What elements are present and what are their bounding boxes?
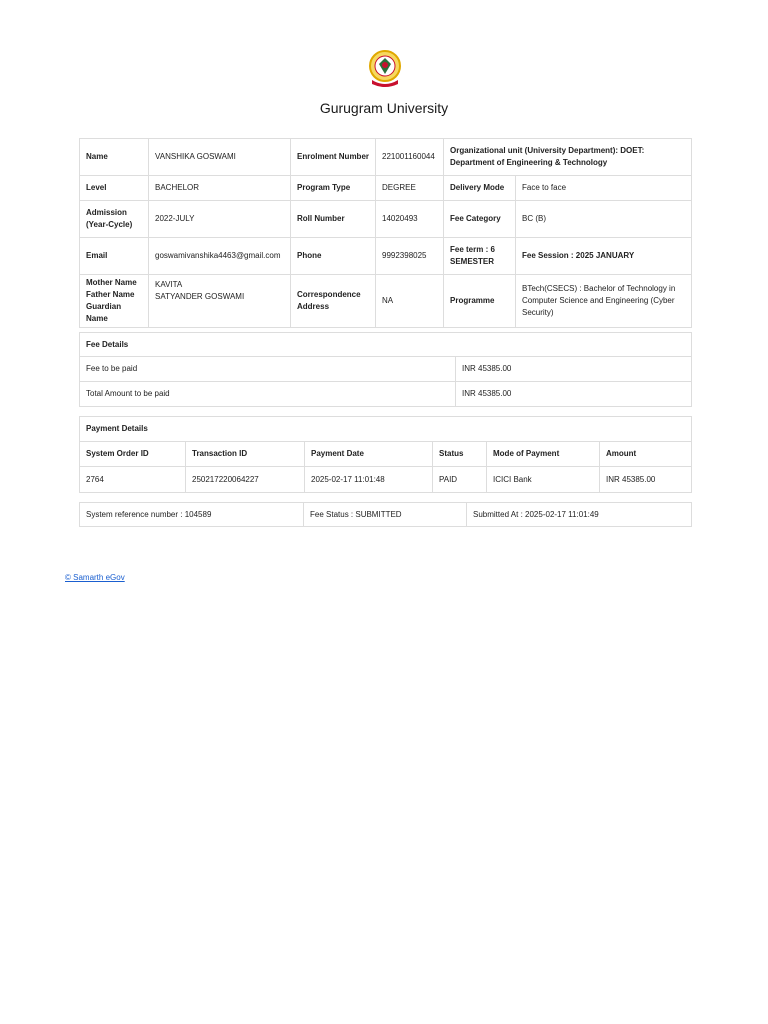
- fee-row-label: Fee to be paid: [80, 357, 456, 382]
- phone-label: Phone: [291, 238, 376, 275]
- system-reference-number: System reference number : 104589: [80, 503, 304, 527]
- column-header: Amount: [600, 442, 692, 467]
- fee-row-label: Total Amount to be paid: [80, 382, 456, 407]
- email-value: goswamivanshika4463@gmail.com: [149, 238, 291, 275]
- samarth-egov-link[interactable]: © Samarth eGov: [65, 573, 125, 582]
- level-label: Level: [80, 176, 149, 201]
- address-value: NA: [376, 275, 444, 328]
- payment-mode: ICICI Bank: [487, 467, 600, 493]
- fee-row-amount: INR 45385.00: [456, 357, 692, 382]
- level-value: BACHELOR: [149, 176, 291, 201]
- student-info-table: [79, 138, 692, 328]
- university-logo-icon: [366, 48, 404, 90]
- email-label: Email: [80, 238, 149, 275]
- fee-category-value: BC (B): [516, 201, 692, 238]
- org-unit: Organizational unit (University Department): DOET: Department of Engineering & Technology: [444, 139, 692, 176]
- reference-table: [79, 502, 692, 527]
- mother-name-value: KAVITA: [155, 280, 183, 289]
- parent-labels: [80, 275, 149, 328]
- payment-details-title: Payment Details: [80, 417, 692, 442]
- father-name-label: Father Name: [86, 290, 135, 299]
- payment-date: 2025-02-17 11:01:48: [305, 467, 433, 493]
- programme-label: Programme: [444, 275, 516, 328]
- delivery-mode-label: Delivery Mode: [444, 176, 516, 201]
- fee-term: Fee term : 6 SEMESTER: [444, 238, 516, 275]
- payment-details-table: [79, 416, 692, 493]
- column-header: Status: [433, 442, 487, 467]
- fee-session: Fee Session : 2025 JANUARY: [516, 238, 692, 275]
- programme-value: BTech(CSECS) : Bachelor of Technology in Computer Science and Engineering (Cyber Security): [516, 275, 692, 328]
- fee-details-table: [79, 332, 692, 407]
- father-name-value: SATYANDER GOSWAMI: [155, 292, 245, 301]
- enrolment-value: 221001160044: [376, 139, 444, 176]
- info-row-level: [80, 176, 692, 201]
- roll-label: Roll Number: [291, 201, 376, 238]
- enrolment-label: Enrolment Number: [291, 139, 376, 176]
- program-type-value: DEGREE: [376, 176, 444, 201]
- program-type-label: Program Type: [291, 176, 376, 201]
- fee-row-amount: INR 45385.00: [456, 382, 692, 407]
- info-row-email: [80, 238, 692, 275]
- roll-value: 14020493: [376, 201, 444, 238]
- payment-status: PAID: [433, 467, 487, 493]
- info-row-name: [80, 139, 692, 176]
- mother-name-label: Mother Name: [86, 278, 137, 287]
- fee-details-title: Fee Details: [80, 333, 692, 357]
- address-label: Correspondence Address: [291, 275, 376, 328]
- column-header: Payment Date: [305, 442, 433, 467]
- column-header: Mode of Payment: [487, 442, 600, 467]
- fee-category-label: Fee Category: [444, 201, 516, 238]
- column-header: System Order ID: [80, 442, 186, 467]
- fee-row: [80, 357, 692, 382]
- admission-label: Admission (Year-Cycle): [80, 201, 149, 238]
- info-row-parents: [80, 275, 692, 328]
- payment-amount: INR 45385.00: [600, 467, 692, 493]
- name-value: VANSHIKA GOSWAMI: [149, 139, 291, 176]
- phone-value: 9992398025: [376, 238, 444, 275]
- submitted-at: Submitted At : 2025-02-17 11:01:49: [467, 503, 692, 527]
- university-title: Gurugram University: [319, 100, 449, 116]
- name-label: Name: [80, 139, 149, 176]
- table-row: [80, 467, 692, 493]
- guardian-name-label: Guardian Name: [86, 302, 122, 323]
- payment-header-row: [80, 442, 692, 467]
- parent-values: [149, 275, 291, 328]
- admission-value: 2022-JULY: [149, 201, 291, 238]
- transaction-id: 250217220064227: [186, 467, 305, 493]
- column-header: Transaction ID: [186, 442, 305, 467]
- system-order-id: 2764: [80, 467, 186, 493]
- fee-status: Fee Status : SUBMITTED: [304, 503, 467, 527]
- delivery-mode-value: Face to face: [516, 176, 692, 201]
- info-row-admission: [80, 201, 692, 238]
- fee-row: [80, 382, 692, 407]
